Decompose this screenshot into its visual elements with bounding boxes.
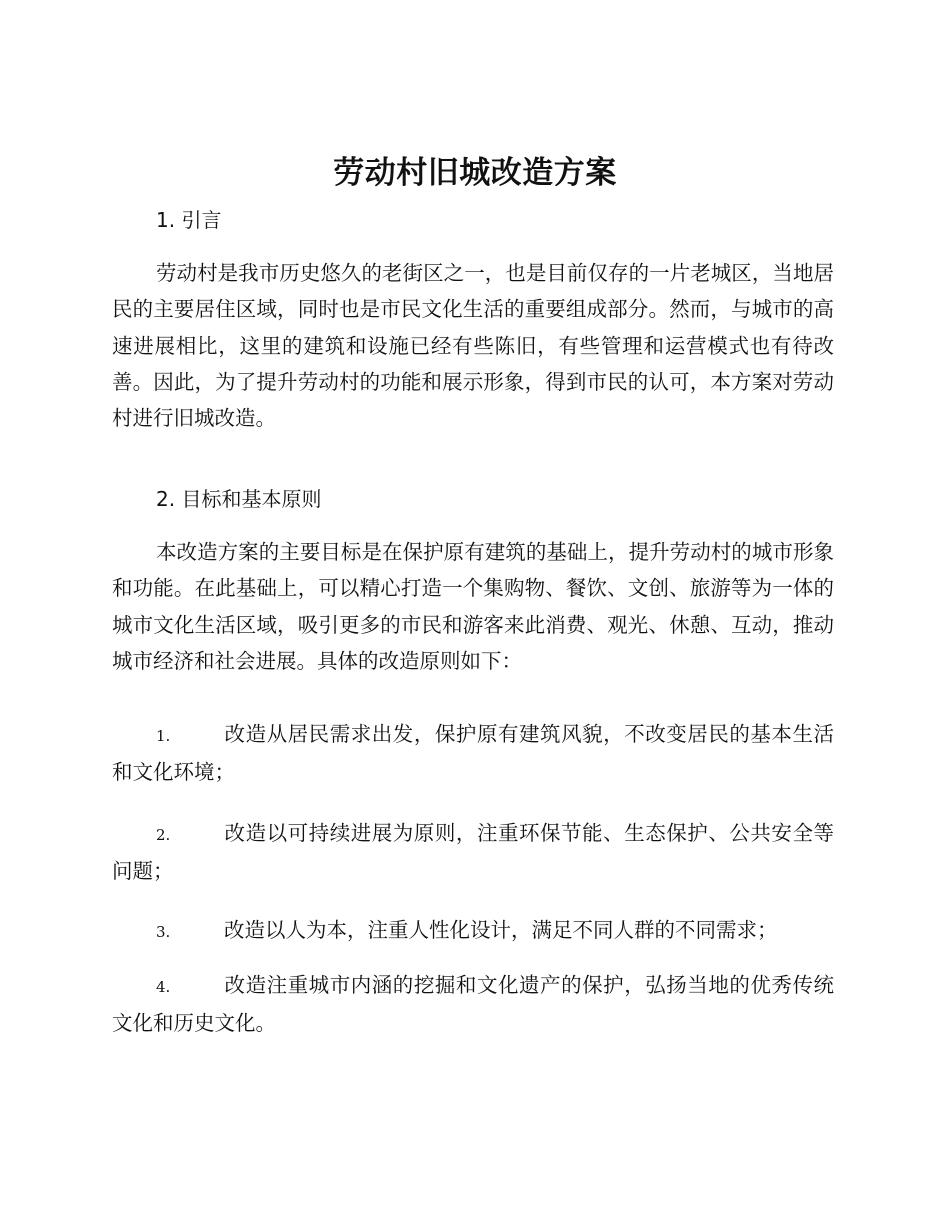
principle-item-4 (112, 967, 834, 1042)
principle-number: 2. (156, 826, 171, 844)
principle-text: 改造从居民需求出发，保护原有建筑风貌，不改变居民的基本生活和文化环境； (112, 722, 834, 785)
principle-text: 改造以人为本，注重人性化设计，满足不同人群的不同需求； (224, 918, 778, 942)
section-paragraph-goals: 本改造方案的主要目标是在保护原有建筑的基础上，提升劳动村的城市形象和功能。在此基础上，可以精心打造一个集购物、餐饮、文创、旅游等为一体的城市文化生活区域，吸引更多的市民和游客来此消费、观光、休憩、互动，推动城市经济和社会进展。具体的改造原则如下： (112, 540, 834, 673)
principle-text: 改造以可持续进展为原则，注重环保节能、生态保护、公共安全等问题； (112, 821, 834, 884)
principle-number: 1. (156, 727, 171, 745)
section-heading-goals: 2. 目标和基本原则 (156, 487, 322, 511)
section-heading-introduction: 1. 引言 (156, 208, 222, 232)
section-paragraph-introduction: 劳动村是我市历史悠久的老街区之一，也是目前仅存的一片老城区，当地居民的主要居住区域，同时也是市民文化生活的重要组成部分。然而，与城市的高速进展相比，这里的建筑和设施已经有些陈旧，有些管理和运营模式也有待改善。因此，为了提升劳动村的功能和展示形象，得到市民的认可，本方案对劳动村进行旧城改造。 (112, 261, 834, 431)
principle-item-2 (112, 815, 834, 890)
document-title: 劳动村旧城改造方案 (333, 155, 617, 191)
principle-text: 改造注重城市内涵的挖掘和文化遗产的保护，弘扬当地的优秀传统文化和历史文化。 (112, 973, 834, 1036)
principle-item-3 (112, 912, 834, 950)
principle-item-1 (112, 716, 834, 791)
principle-number: 3. (156, 923, 171, 941)
principle-number: 4. (156, 978, 171, 996)
